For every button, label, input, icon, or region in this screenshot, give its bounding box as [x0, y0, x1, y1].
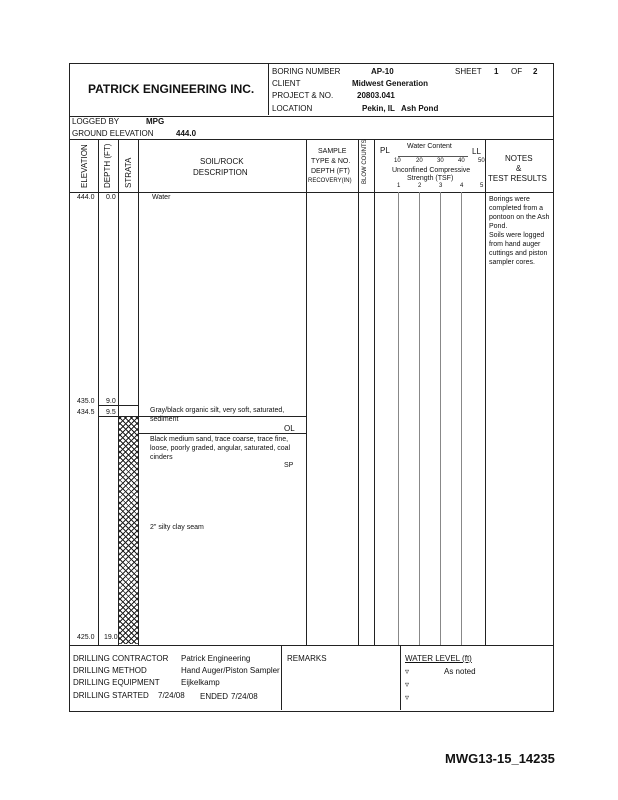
- graph-grid: [461, 192, 462, 645]
- layer2-note: 2" silty clay seam: [150, 524, 204, 531]
- col-rule-blows: [374, 139, 375, 645]
- wc-tick: 10: [394, 158, 401, 164]
- logged-by-label: LOGGED BY: [72, 117, 120, 126]
- ucs-tick: 5: [480, 183, 484, 189]
- note-line: Soils were logged: [489, 232, 545, 239]
- ucs-tick: 4: [460, 183, 464, 189]
- graph-grid: [398, 192, 399, 645]
- client: Midwest Generation: [352, 79, 429, 88]
- water-level-label: WATER LEVEL (ft): [405, 654, 472, 663]
- project-label: PROJECT & NO.: [272, 91, 334, 100]
- boring-number: AP-10: [371, 67, 394, 76]
- graph-grid: [440, 192, 441, 645]
- elev-3: 425.0: [77, 634, 95, 641]
- note-line: completed from a: [489, 205, 544, 212]
- layer1-line: sediment: [150, 416, 179, 423]
- header-divider: [69, 116, 553, 117]
- water-content-axis: [398, 156, 468, 157]
- strata-header: STRATA: [124, 157, 133, 188]
- depth-header: DEPTH (FT): [103, 143, 112, 188]
- footer-top: [69, 645, 553, 646]
- layer2-code: SP: [284, 462, 294, 469]
- layer-boundary: [138, 433, 306, 434]
- wc-tick: 50: [478, 158, 485, 164]
- desc-0: Water: [152, 194, 171, 201]
- elevation-header: ELEVATION: [80, 144, 89, 188]
- ll-label: LL: [472, 147, 481, 156]
- of-label: OF: [511, 67, 523, 76]
- notes-header-1: NOTES: [505, 154, 533, 163]
- col-rule-desc: [306, 139, 307, 645]
- logged-by: MPG: [146, 117, 165, 126]
- note-line: pontoon on the Ash: [489, 214, 550, 221]
- drilling-contractor: Patrick Engineering: [181, 654, 251, 663]
- ucs-tick: 3: [439, 183, 443, 189]
- ucs-label-2: Strength (TSF): [407, 175, 454, 182]
- location-label: LOCATION: [272, 104, 313, 113]
- notes-header-3: TEST RESULTS: [488, 174, 547, 183]
- pl-label: PL: [380, 146, 390, 155]
- column-header-top: [69, 139, 553, 140]
- layer2-line: cinders: [150, 454, 173, 461]
- note-line: Borings were: [489, 196, 530, 203]
- depth-0: 0.0: [106, 194, 116, 201]
- water-level-icon: ▿: [405, 667, 410, 676]
- ended: 7/24/08: [231, 692, 258, 701]
- column-header-bottom: [69, 192, 553, 193]
- layer2-line: loose, poorly graded, angular, saturated, coal: [150, 445, 291, 452]
- elev-1: 435.0: [77, 398, 95, 405]
- strata-sand-hatch: [118, 417, 139, 644]
- layer1-code: OL: [284, 424, 295, 433]
- layer2-line: Black medium sand, trace coarse, trace fine,: [150, 436, 289, 443]
- water-content-label: Water Content: [407, 143, 452, 150]
- footer-rule: [281, 645, 282, 710]
- water-level-icon: ▿: [405, 680, 410, 689]
- client-label: CLIENT: [272, 79, 301, 88]
- sheet-num: 1: [494, 67, 499, 76]
- col-rule-sample: [358, 139, 359, 645]
- note-line: cuttings and piston: [489, 250, 548, 257]
- ucs-tick: 2: [418, 183, 422, 189]
- layer-boundary: [98, 405, 138, 406]
- drilling-contractor-label: DRILLING CONTRACTOR: [73, 654, 169, 663]
- company-name: PATRICK ENGINEERING INC.: [88, 82, 255, 96]
- drilling-method: Hand Auger/Piston Sampler: [181, 666, 280, 675]
- graph-grid: [419, 192, 420, 645]
- drilling-method-label: DRILLING METHOD: [73, 666, 147, 675]
- blow-counts-header: BLOW COUNTS: [362, 139, 368, 184]
- drilling-started-label: DRILLING STARTED: [73, 691, 149, 700]
- sample-header-3: DEPTH (FT): [311, 168, 350, 175]
- wc-tick: 20: [416, 158, 423, 164]
- sample-header-2: TYPE & NO.: [311, 158, 351, 165]
- wc-tick: 40: [458, 158, 465, 164]
- col-rule-graph: [485, 139, 486, 645]
- soil-desc-header-2: DESCRIPTION: [193, 168, 248, 177]
- depth-2: 9.5: [106, 409, 116, 416]
- footer-rule: [400, 645, 401, 710]
- water-level-icon: ▿: [405, 693, 410, 702]
- location-city: Pekin, IL: [362, 104, 395, 113]
- note-line: from hand auger: [489, 241, 541, 248]
- drilling-started: 7/24/08: [158, 691, 185, 700]
- sample-header-1: SAMPLE: [318, 148, 347, 155]
- elev-2: 434.5: [77, 409, 95, 416]
- elev-0: 444.0: [77, 194, 95, 201]
- depth-3: 19.0: [104, 634, 118, 641]
- remarks-label: REMARKS: [287, 654, 327, 663]
- document-id: MWG13-15_14235: [445, 751, 555, 766]
- notes-header-2: &: [516, 164, 522, 173]
- sheet-total: 2: [533, 67, 538, 76]
- soil-desc-header-1: SOIL/ROCK: [200, 157, 244, 166]
- sheet-label: SHEET: [455, 67, 482, 76]
- layer1-line: Gray/black organic silt, very soft, saturated,: [150, 407, 285, 414]
- water-level-value: As noted: [444, 667, 476, 676]
- col-rule-elev: [98, 139, 99, 645]
- boring-number-label: BORING NUMBER: [272, 67, 341, 76]
- depth-1: 9.0: [106, 398, 116, 405]
- sample-header-4: RECOVERY(IN): [308, 178, 352, 184]
- ground-elev-label: GROUND ELEVATION: [72, 129, 154, 138]
- wc-tick: 30: [437, 158, 444, 164]
- ground-elev: 444.0: [176, 129, 197, 138]
- location-site: Ash Pond: [401, 104, 439, 113]
- ucs-tick: 1: [397, 183, 401, 189]
- note-line: sampler cores.: [489, 259, 535, 266]
- ended-label: ENDED: [200, 692, 229, 701]
- project-no: 20803.041: [357, 91, 395, 100]
- drilling-equipment: Eijkelkamp: [181, 678, 220, 687]
- ucs-label-1: Unconfined Compressive: [392, 167, 471, 174]
- note-line: Pond.: [489, 223, 508, 230]
- drilling-equipment-label: DRILLING EQUIPMENT: [73, 678, 160, 687]
